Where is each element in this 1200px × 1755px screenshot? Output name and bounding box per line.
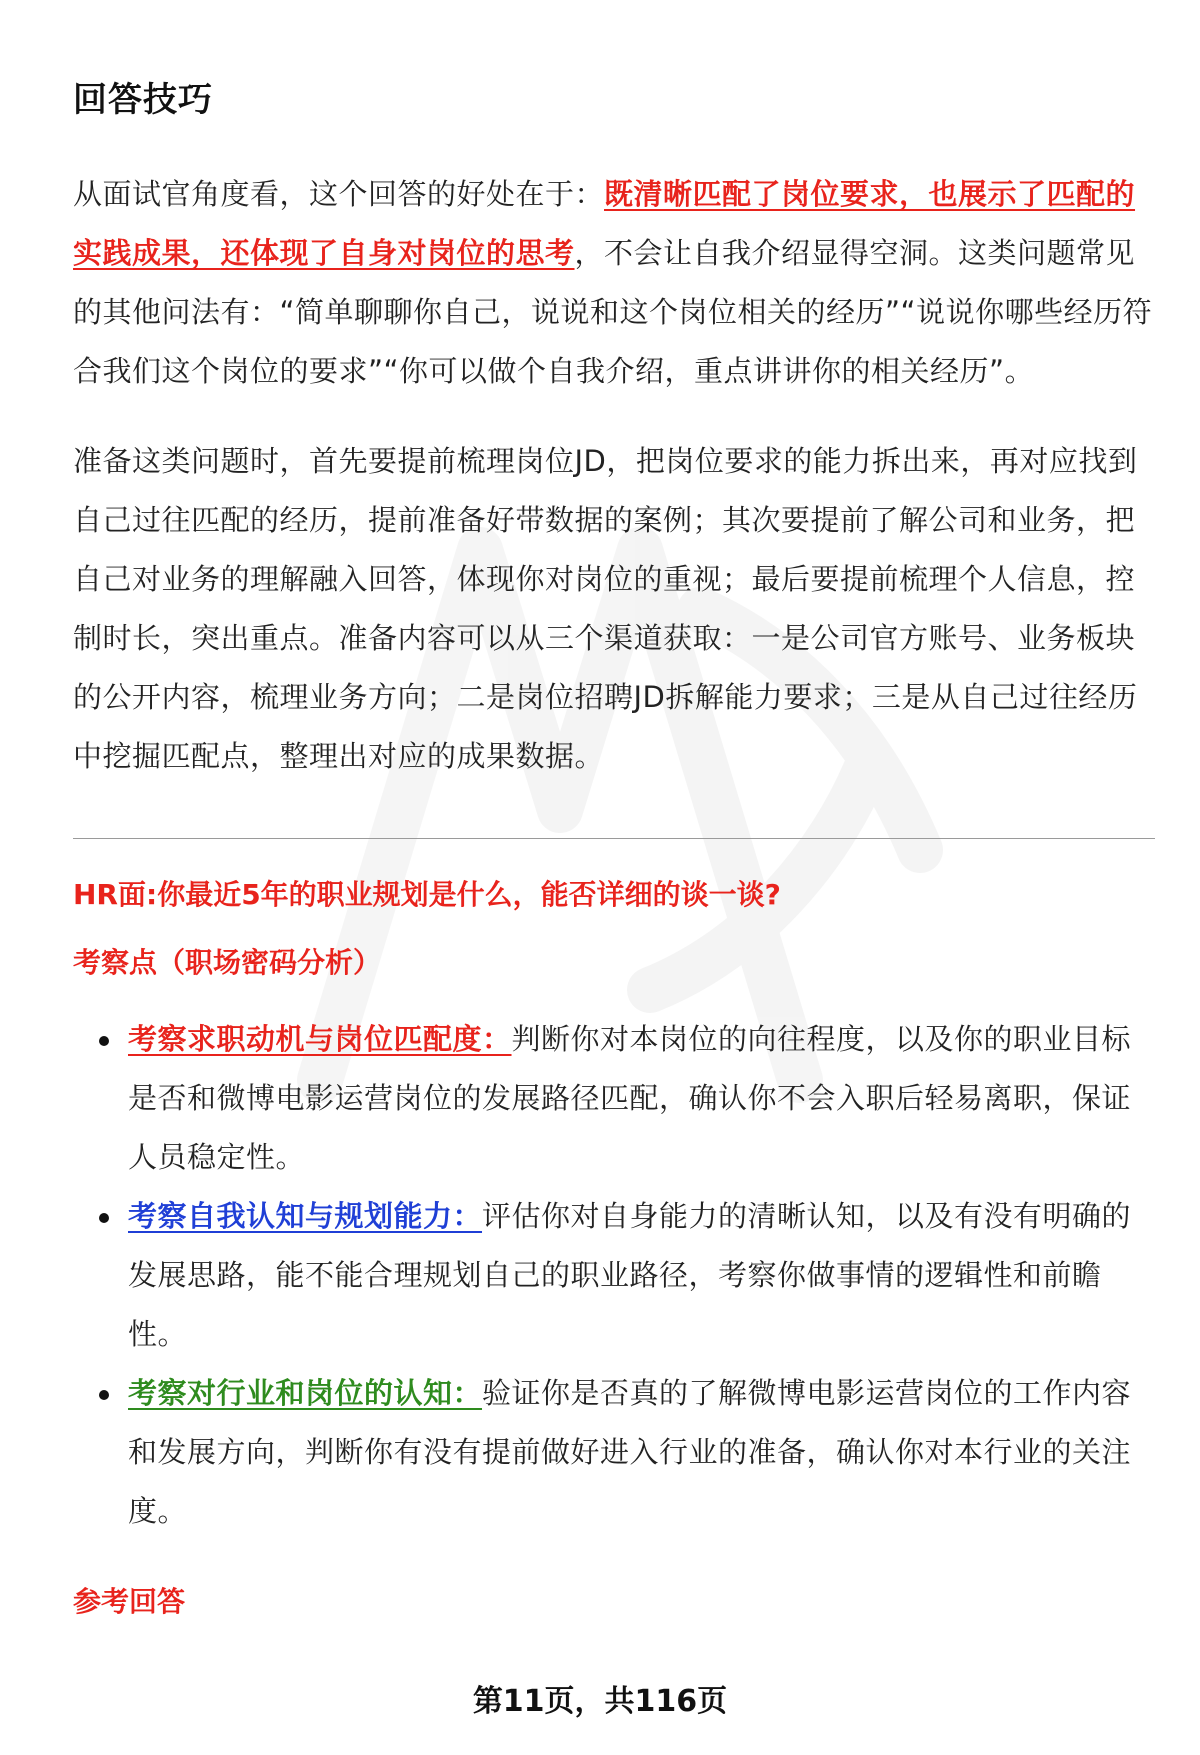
- point-keyword: 考察求职动机与岗位匹配度：: [128, 1022, 512, 1056]
- page-number: 第11页，共116页: [472, 1684, 728, 1719]
- bullet-icon: [99, 1036, 109, 1046]
- reference-answer-title: 参考回答: [73, 1585, 186, 1618]
- point-text: 验证你是否真的了解微博电影运营岗位的工作内容和发展方向，判断你有没有提前做好进入行业的准备，确认你对本行业的关注度。: [128, 1376, 1132, 1528]
- list-item: [73, 1187, 1153, 1364]
- point-keyword: 考察自我认知与规划能力：: [128, 1199, 483, 1233]
- bullet-icon: [99, 1390, 109, 1400]
- question-subtitle: 考察点（职场密码分析）: [73, 946, 382, 979]
- paragraph-answer-analysis: [73, 165, 1153, 401]
- point-text: 判断你对本岗位的向往程度，以及你的职业目标是否和微博电影运营岗位的发展路径匹配，确认你不会入职后轻易离职，保证人员稳定性。: [128, 1022, 1132, 1174]
- paragraph-rest: ，不会让自我介绍显得空洞。这类问题常见的其他问法有：“简单聊聊你自己，说说和这个岗位相关的经历”“说说你哪些经历符合我们这个岗位的要求”“你可以做个自我介绍，重点讲讲你的相关经历”。: [73, 236, 1153, 388]
- paragraph-preparation: 准备这类问题时，首先要提前梳理岗位JD，把岗位要求的能力拆出来，再对应找到自己过往匹配的经历，提前准备好带数据的案例；其次要提前了解公司和业务，把自己对业务的理解融入回答，体现你对岗位的重视；最后要提前梳理个人信息，控制时长，突出重点。准备内容可以从三个渠道获取：一是公司官方账号、业务板块的公开内容，梳理业务方向；二是岗位招聘JD拆解能力要求；三是从自己过往经历中挖掘匹配点，整理出对应的成果数据。: [73, 444, 1138, 773]
- section-divider: [73, 838, 1155, 839]
- section-title: 回答技巧: [73, 80, 213, 120]
- assessment-points-list: [73, 1010, 1153, 1541]
- list-item: [73, 1010, 1153, 1187]
- list-item: [73, 1364, 1153, 1541]
- point-text: 评估你对自身能力的清晰认知，以及有没有明确的发展思路，能不能合理规划自己的职业路径，考察你做事情的逻辑性和前瞻性。: [128, 1199, 1132, 1351]
- paragraph-lead: 从面试官角度看，这个回答的好处在于：: [73, 177, 605, 211]
- bullet-icon: [99, 1213, 109, 1223]
- question-title: HR面:你最近5年的职业规划是什么，能否详细的谈一谈?: [73, 878, 781, 911]
- highlight-text: 既清晰匹配了岗位要求，也展示了匹配的实践成果，还体现了自身对岗位的思考: [73, 177, 1136, 270]
- point-keyword: 考察对行业和岗位的认知：: [128, 1376, 483, 1410]
